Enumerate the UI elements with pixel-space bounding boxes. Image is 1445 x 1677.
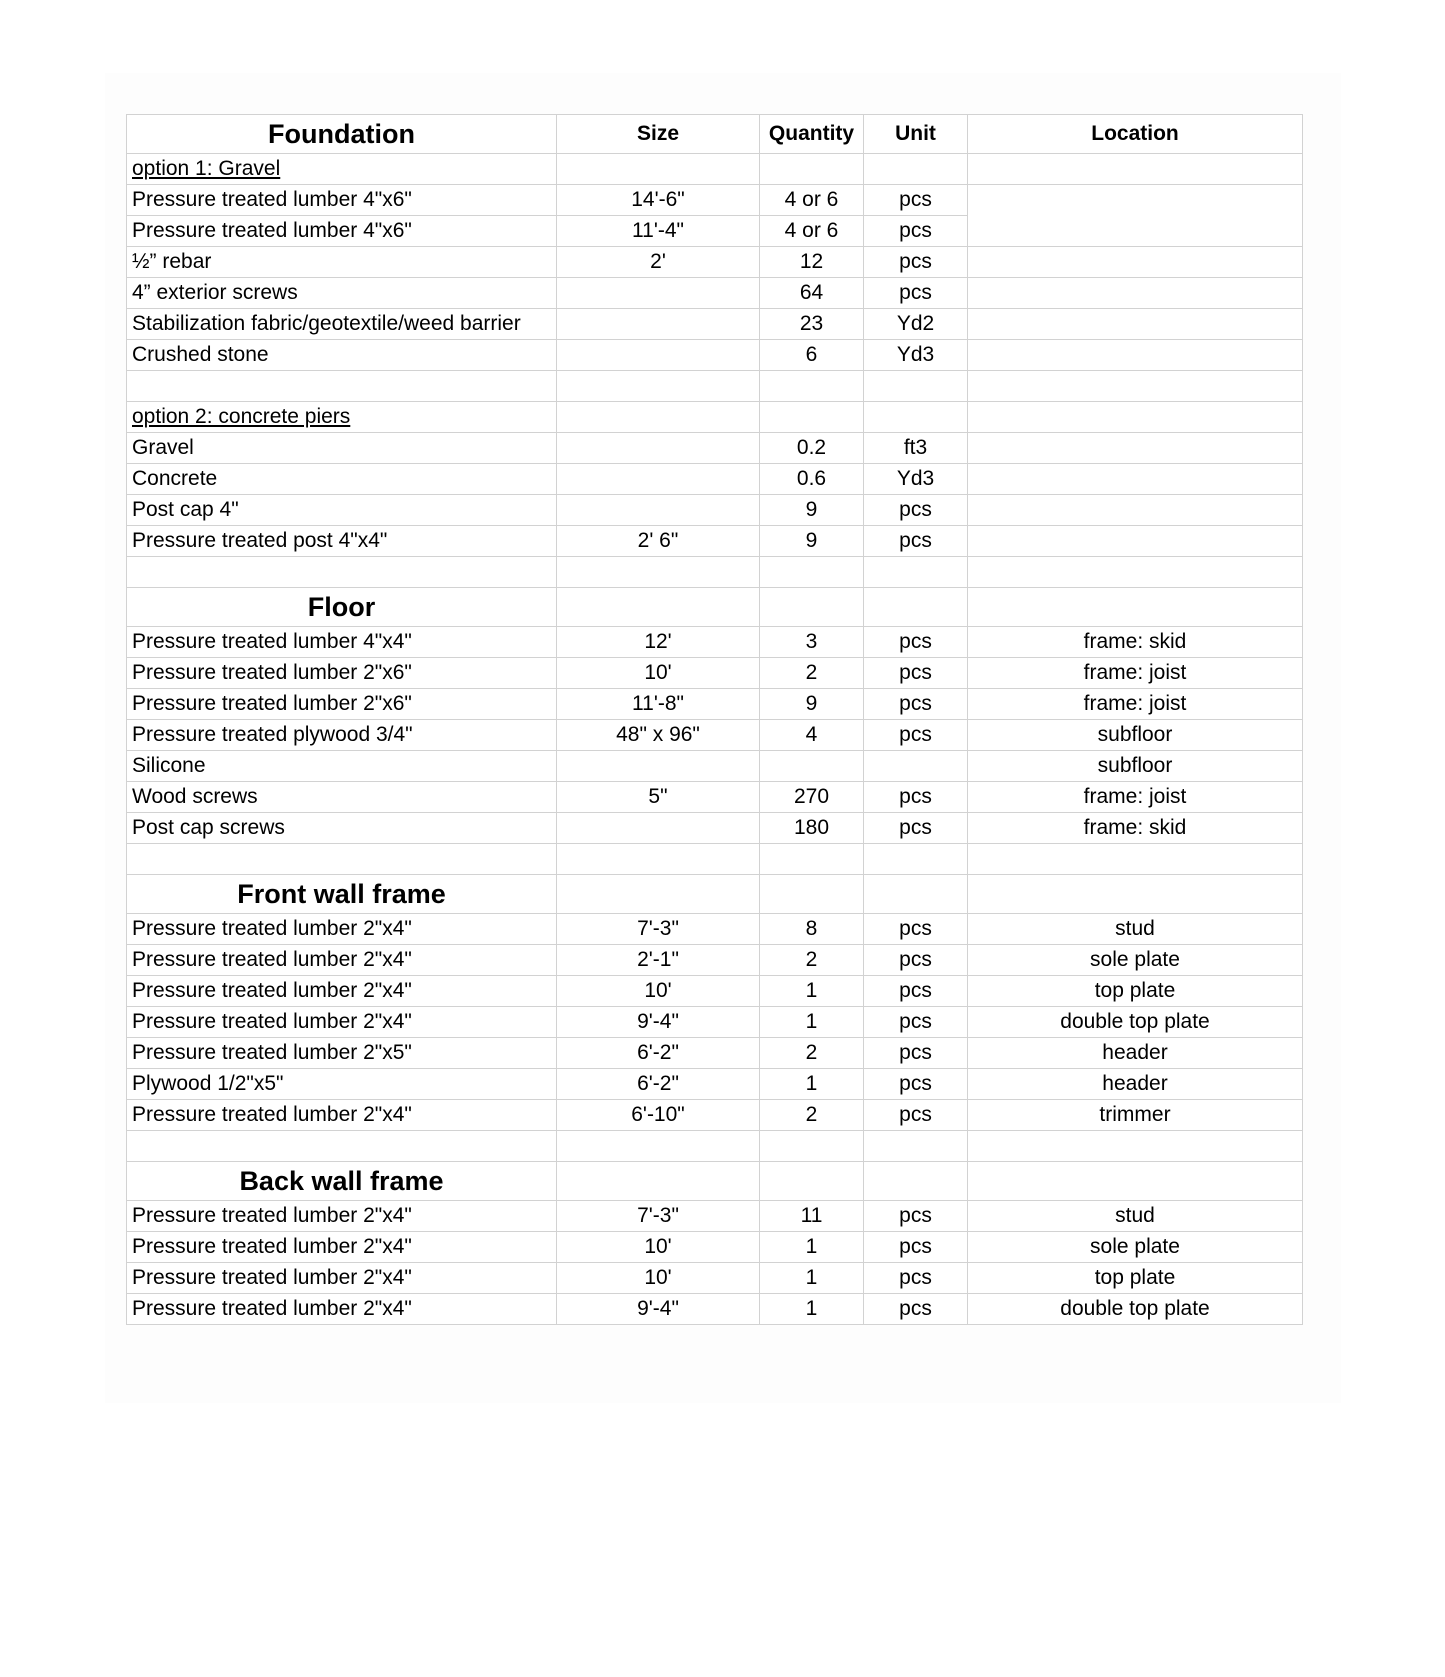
unit-cell xyxy=(864,751,968,782)
front-wall-title: Front wall frame xyxy=(127,875,557,914)
size-cell: 7'-3" xyxy=(557,914,760,945)
location-cell: subfloor xyxy=(968,720,1303,751)
table-row xyxy=(127,1069,1303,1100)
quantity-cell: 2 xyxy=(760,1100,864,1131)
foundation-header-row xyxy=(127,115,1303,154)
quantity-cell: 1 xyxy=(760,1263,864,1294)
unit-cell: pcs xyxy=(864,720,968,751)
item-cell: Pressure treated lumber 4"x6" xyxy=(127,216,557,247)
floor-header-row xyxy=(127,588,1303,627)
item-cell: Pressure treated lumber 2"x4" xyxy=(127,1201,557,1232)
back-wall-title: Back wall frame xyxy=(127,1162,557,1201)
location-cell: sole plate xyxy=(968,945,1303,976)
item-cell: Pressure treated post 4"x4" xyxy=(127,526,557,557)
option1-label-row xyxy=(127,154,1303,185)
foundation-title: Foundation xyxy=(127,115,557,154)
item-cell: Pressure treated lumber 2"x6" xyxy=(127,689,557,720)
quantity-cell: 4 or 6 xyxy=(760,216,864,247)
table-row xyxy=(127,945,1303,976)
table-row xyxy=(127,309,1303,340)
size-cell xyxy=(557,278,760,309)
table-row xyxy=(127,1232,1303,1263)
location-cell xyxy=(968,464,1303,495)
item-cell: Pressure treated lumber 2"x4" xyxy=(127,1100,557,1131)
item-cell: Pressure treated lumber 4"x4" xyxy=(127,627,557,658)
item-cell: Concrete xyxy=(127,464,557,495)
floor-title: Floor xyxy=(127,588,557,627)
table-row xyxy=(127,720,1303,751)
item-cell: Pressure treated lumber 2"x6" xyxy=(127,658,557,689)
quantity-cell: 4 xyxy=(760,720,864,751)
quantity-cell: 180 xyxy=(760,813,864,844)
size-cell: 10' xyxy=(557,658,760,689)
size-cell: 10' xyxy=(557,1232,760,1263)
quantity-cell: 9 xyxy=(760,526,864,557)
back-wall-header-row xyxy=(127,1162,1303,1201)
quantity-cell: 9 xyxy=(760,689,864,720)
location-cell xyxy=(968,309,1303,340)
item-cell: Pressure treated lumber 2"x5" xyxy=(127,1038,557,1069)
size-cell: 9'-4" xyxy=(557,1294,760,1325)
item-cell: Pressure treated lumber 2"x4" xyxy=(127,914,557,945)
table-row xyxy=(127,1038,1303,1069)
item-cell: Pressure treated lumber 2"x4" xyxy=(127,976,557,1007)
unit-cell: pcs xyxy=(864,1100,968,1131)
quantity-cell: 23 xyxy=(760,309,864,340)
location-cell xyxy=(968,495,1303,526)
location-cell: stud xyxy=(968,914,1303,945)
item-cell: Wood screws xyxy=(127,782,557,813)
item-cell: Post cap 4" xyxy=(127,495,557,526)
quantity-cell: 4 or 6 xyxy=(760,185,864,216)
unit-cell: pcs xyxy=(864,278,968,309)
front-wall-header-row xyxy=(127,875,1303,914)
quantity-cell: 270 xyxy=(760,782,864,813)
location-cell xyxy=(968,278,1303,309)
item-cell: Pressure treated lumber 2"x4" xyxy=(127,1263,557,1294)
table-row xyxy=(127,1201,1303,1232)
unit-column-header: Unit xyxy=(864,115,968,154)
location-cell xyxy=(968,247,1303,278)
quantity-cell: 1 xyxy=(760,1294,864,1325)
item-cell: 4” exterior screws xyxy=(127,278,557,309)
size-cell xyxy=(557,751,760,782)
option2-label: option 2: concrete piers xyxy=(132,405,351,428)
location-cell: header xyxy=(968,1038,1303,1069)
unit-cell: pcs xyxy=(864,1294,968,1325)
quantity-cell: 1 xyxy=(760,1232,864,1263)
location-cell: frame: joist xyxy=(968,782,1303,813)
table-row xyxy=(127,185,1303,216)
size-cell: 6'-2" xyxy=(557,1038,760,1069)
location-cell xyxy=(968,340,1303,371)
location-cell: top plate xyxy=(968,976,1303,1007)
blank-row xyxy=(127,557,1303,588)
size-cell: 12' xyxy=(557,627,760,658)
unit-cell: pcs xyxy=(864,914,968,945)
item-cell: Crushed stone xyxy=(127,340,557,371)
location-cell xyxy=(968,433,1303,464)
quantity-cell xyxy=(760,751,864,782)
quantity-cell: 6 xyxy=(760,340,864,371)
unit-cell: pcs xyxy=(864,689,968,720)
unit-cell: pcs xyxy=(864,1263,968,1294)
table-row xyxy=(127,689,1303,720)
location-cell: sole plate xyxy=(968,1232,1303,1263)
quantity-cell: 64 xyxy=(760,278,864,309)
item-cell: Gravel xyxy=(127,433,557,464)
item-cell: Silicone xyxy=(127,751,557,782)
table-row xyxy=(127,782,1303,813)
unit-cell: pcs xyxy=(864,976,968,1007)
quantity-cell: 8 xyxy=(760,914,864,945)
location-cell: top plate xyxy=(968,1263,1303,1294)
option2-label-row xyxy=(127,402,1303,433)
size-cell xyxy=(557,464,760,495)
location-column-header: Location xyxy=(968,115,1303,154)
location-cell: frame: joist xyxy=(968,658,1303,689)
blank-row xyxy=(127,844,1303,875)
unit-cell: pcs xyxy=(864,813,968,844)
size-cell: 6'-2" xyxy=(557,1069,760,1100)
table-row xyxy=(127,247,1303,278)
unit-cell: pcs xyxy=(864,1038,968,1069)
size-cell: 10' xyxy=(557,1263,760,1294)
size-cell: 11'-8" xyxy=(557,689,760,720)
size-cell xyxy=(557,813,760,844)
item-cell: Pressure treated lumber 2"x4" xyxy=(127,1007,557,1038)
quantity-cell: 12 xyxy=(760,247,864,278)
table-row xyxy=(127,1263,1303,1294)
table-row xyxy=(127,751,1303,782)
table-row xyxy=(127,216,1303,247)
table-row xyxy=(127,1100,1303,1131)
location-cell xyxy=(968,216,1303,247)
item-cell: Pressure treated plywood 3/4" xyxy=(127,720,557,751)
blank-row xyxy=(127,371,1303,402)
size-cell: 2' xyxy=(557,247,760,278)
table-row xyxy=(127,658,1303,689)
size-cell xyxy=(557,495,760,526)
blank-row xyxy=(127,1131,1303,1162)
size-cell: 10' xyxy=(557,976,760,1007)
unit-cell: pcs xyxy=(864,1069,968,1100)
materials-table xyxy=(126,114,1303,1325)
location-cell: double top plate xyxy=(968,1007,1303,1038)
size-cell: 2'-1" xyxy=(557,945,760,976)
item-cell: Plywood 1/2"x5" xyxy=(127,1069,557,1100)
unit-cell: pcs xyxy=(864,1201,968,1232)
table-row xyxy=(127,1294,1303,1325)
location-cell: stud xyxy=(968,1201,1303,1232)
quantity-column-header: Quantity xyxy=(760,115,864,154)
quantity-cell: 2 xyxy=(760,1038,864,1069)
size-cell: 6'-10" xyxy=(557,1100,760,1131)
quantity-cell: 0.6 xyxy=(760,464,864,495)
quantity-cell: 11 xyxy=(760,1201,864,1232)
size-column-header: Size xyxy=(557,115,760,154)
unit-cell: pcs xyxy=(864,658,968,689)
location-cell: frame: joist xyxy=(968,689,1303,720)
quantity-cell: 1 xyxy=(760,1069,864,1100)
table-row xyxy=(127,1007,1303,1038)
item-cell: Pressure treated lumber 2"x4" xyxy=(127,1294,557,1325)
size-cell xyxy=(557,340,760,371)
unit-cell: pcs xyxy=(864,945,968,976)
quantity-cell: 1 xyxy=(760,1007,864,1038)
location-cell: frame: skid xyxy=(968,627,1303,658)
item-cell: ½” rebar xyxy=(127,247,557,278)
location-cell: frame: skid xyxy=(968,813,1303,844)
quantity-cell: 1 xyxy=(760,976,864,1007)
quantity-cell: 2 xyxy=(760,945,864,976)
unit-cell: pcs xyxy=(864,627,968,658)
size-cell: 2' 6" xyxy=(557,526,760,557)
size-cell: 14'-6" xyxy=(557,185,760,216)
unit-cell: Yd3 xyxy=(864,464,968,495)
item-cell: Pressure treated lumber 2"x4" xyxy=(127,1232,557,1263)
table-row xyxy=(127,340,1303,371)
table-row xyxy=(127,627,1303,658)
size-cell xyxy=(557,309,760,340)
quantity-cell: 9 xyxy=(760,495,864,526)
unit-cell: pcs xyxy=(864,1232,968,1263)
unit-cell: Yd2 xyxy=(864,309,968,340)
quantity-cell: 2 xyxy=(760,658,864,689)
table-row xyxy=(127,278,1303,309)
location-cell: subfloor xyxy=(968,751,1303,782)
size-cell: 48" x 96" xyxy=(557,720,760,751)
location-cell: double top plate xyxy=(968,1294,1303,1325)
unit-cell: pcs xyxy=(864,782,968,813)
unit-cell: pcs xyxy=(864,526,968,557)
size-cell: 11'-4" xyxy=(557,216,760,247)
size-cell: 5" xyxy=(557,782,760,813)
table-row xyxy=(127,813,1303,844)
unit-cell: ft3 xyxy=(864,433,968,464)
location-cell: trimmer xyxy=(968,1100,1303,1131)
item-cell: Post cap screws xyxy=(127,813,557,844)
unit-cell: pcs xyxy=(864,247,968,278)
quantity-cell: 0.2 xyxy=(760,433,864,464)
table-row xyxy=(127,464,1303,495)
location-cell xyxy=(968,526,1303,557)
quantity-cell: 3 xyxy=(760,627,864,658)
location-cell xyxy=(968,185,1303,216)
option1-label: option 1: Gravel xyxy=(132,157,281,180)
unit-cell: pcs xyxy=(864,495,968,526)
unit-cell: pcs xyxy=(864,1007,968,1038)
item-cell: Pressure treated lumber 4"x6" xyxy=(127,185,557,216)
unit-cell: pcs xyxy=(864,185,968,216)
table-row xyxy=(127,433,1303,464)
unit-cell: pcs xyxy=(864,216,968,247)
location-cell: header xyxy=(968,1069,1303,1100)
item-cell: Pressure treated lumber 2"x4" xyxy=(127,945,557,976)
size-cell: 9'-4" xyxy=(557,1007,760,1038)
item-cell: Stabilization fabric/geotextile/weed barrier xyxy=(127,309,557,340)
table-row xyxy=(127,495,1303,526)
table-row xyxy=(127,526,1303,557)
materials-table-body xyxy=(127,115,1303,1325)
table-row xyxy=(127,914,1303,945)
size-cell xyxy=(557,433,760,464)
size-cell: 7'-3" xyxy=(557,1201,760,1232)
table-row xyxy=(127,976,1303,1007)
unit-cell: Yd3 xyxy=(864,340,968,371)
